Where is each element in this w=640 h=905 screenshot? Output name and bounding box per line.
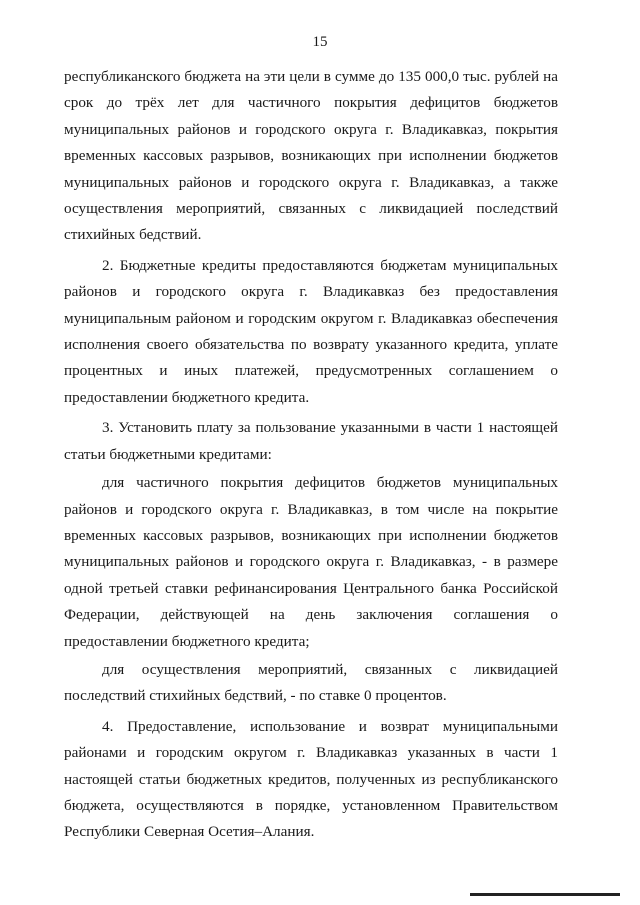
paragraph-item-3-deficit: для частичного покрытия дефицитов бюджетов муниципальных районов и городского округа г. Владикавказ, в том числе на покрытие временных кассовых разрывов, возникающих при исполнении бюджетов муниципальных районов и городского округа г. Владикавказ, - в размере одной третьей ставки рефинансирования Центрального банка Российской Федерации, действующей на день заключения соглашения о предоставлении бюджетного кредита;	[64, 474, 558, 650]
paragraph-continuation: республиканского бюджета на эти цели в сумме до 135 000,0 тыс. рублей на срок до трёх лет для частичного покрытия дефицитов бюджетов муниципальных районов и городского округа г. Владикавказ, покрытия временных кассовых разрывов, возникающих при исполнении бюджетов муниципальных районов и городского округа г. Владикавказ, а также осуществления мероприятий, связанных с ликвидацией последствий стихийных бедствий.	[64, 68, 558, 244]
paragraph-item-3: 3. Установить плату за пользование указанными в части 1 настоящей статьи бюджетными кредитами:	[64, 419, 558, 463]
bottom-rule	[470, 893, 620, 896]
paragraph-item-3-disasters: для осуществления мероприятий, связанных с ликвидацией последствий стихийных бедствий, - по ставке 0 процентов.	[64, 660, 558, 705]
document-body	[64, 64, 558, 846]
page-number: 15	[312, 34, 328, 50]
paragraph-item-2: 2. Бюджетные кредиты предоставляются бюджетам муниципальных районов и городского округа г. Владикавказ без предоставления муниципальным районом и городским округом г. Владикавказ обеспечения исполнения своего обязательства по возврату указанного кредита, уплате процентных и иных платежей, предусмотренных соглашением о предоставлении бюджетного кредита.	[64, 256, 558, 406]
paragraph-item-4: 4. Предоставление, использование и возврат муниципальными районами и городским округом г. Владикавказ указанных в части 1 настоящей статьи бюджетных кредитов, полученных из республиканского бюджета, осуществляются в порядке, установленном Правительством Республики Северная Осетия–Алания.	[64, 717, 558, 841]
